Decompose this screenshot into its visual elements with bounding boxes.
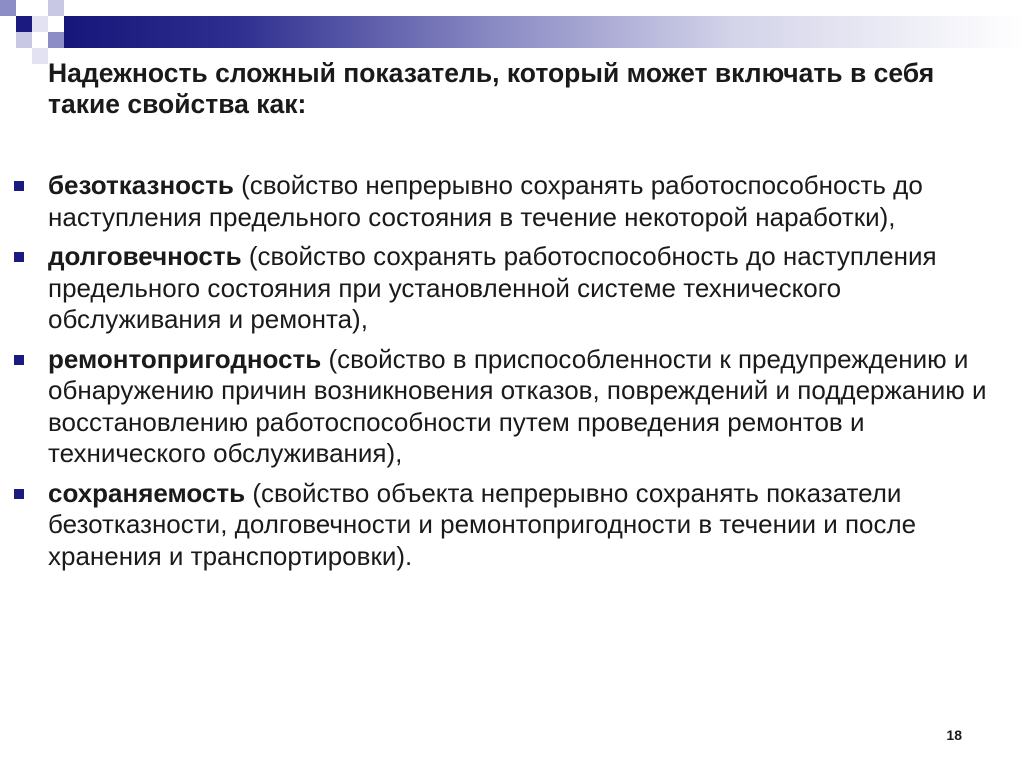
bullet-text: (свойство объекта непрерывно сохранять показатели безотказности, долговечности и ремонтопригодности в течении и после хранения и транспортировки). [48,477,917,571]
decor-square [32,16,48,32]
bullet-text: (свойство непрерывно сохранять работоспособность до наступления предельного состояния в течение некоторой наработки), [48,170,923,232]
list-item [14,170,1014,233]
decor-square [0,0,16,16]
header-gradient-bar [64,16,1024,48]
bullet-text: (свойство в приспособленности к предупреждению и обнаружению причин возникновения отказов, повреждений и поддержанию и восстановлению работоспособности путем проведения ремонтов и технического обслуживания), [48,343,987,468]
decor-square [48,0,64,16]
list-item [14,344,1014,470]
square-bullet-icon [14,355,24,365]
bullet-term: сохраняемость [48,477,246,508]
slide-title: Надежность сложный показатель, который может включать в себя такие свойства как: [48,58,935,119]
decor-square [16,16,32,32]
bullet-text: (свойство сохранять работоспособность до наступления предельного состояния при установленной системе технического обслуживания и ремонта), [48,241,937,334]
bullet-term: безотказность [48,170,234,200]
square-bullet-icon [14,181,24,191]
bullet-term: ремонтопригодность [48,343,322,374]
decor-square [48,32,64,48]
list-item [14,478,1014,573]
bullet-list [14,170,1014,580]
decor-square [16,32,32,48]
square-bullet-icon [14,489,24,499]
decor-square [32,48,48,64]
list-item [14,241,1014,336]
bullet-term: долговечность [48,241,249,271]
slide-number: 18 [946,727,962,743]
square-bullet-icon [14,252,24,262]
header-decoration [0,0,1024,48]
